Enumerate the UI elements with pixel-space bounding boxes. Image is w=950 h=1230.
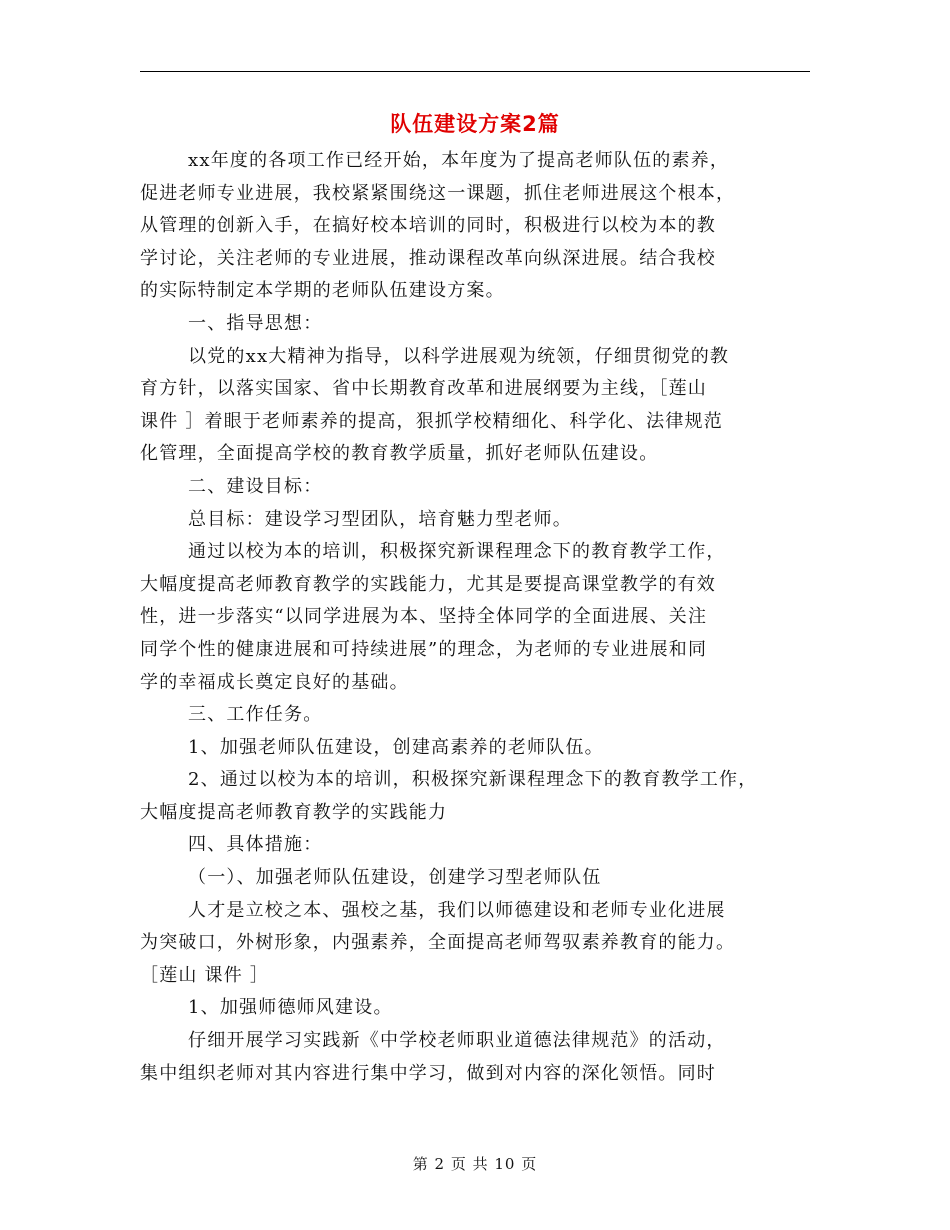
paragraph-line: 学的幸福成长奠定良好的基础。 xyxy=(140,671,409,693)
paragraph-line: 二、建设目标： xyxy=(188,475,323,497)
paragraph-line: 的实际特制定本学期的老师队伍建设方案。 xyxy=(140,280,505,302)
paragraph-line: 1、加强师德师风建设。 xyxy=(188,997,393,1019)
paragraph-line: 四、具体措施： xyxy=(188,834,323,856)
paragraph-line: 三、工作任务。 xyxy=(188,704,323,726)
paragraph-line: 从管理的创新入手，在搞好校本培训的同时，积极进行以校为本的教 xyxy=(140,215,716,237)
paragraph-line: xx年度的各项工作已经开始，本年度为了提高老师队伍的素养， xyxy=(188,150,730,171)
paragraph-line: 集中组织老师对其内容进行集中学习，做到对内容的深化领悟。同时 xyxy=(140,1062,716,1084)
paragraph-line: 以党的xx大精神为指导，以科学进展观为统领，仔细贯彻党的教 xyxy=(188,345,730,367)
document-body xyxy=(140,145,810,1090)
paragraph-line: （一）、加强老师队伍建设，创建学习型老师队伍 xyxy=(188,867,602,889)
paragraph-line: 性，进一步落实“以同学进展为本、坚持全体同学的全面进展、关注 xyxy=(140,606,708,628)
paragraph-line: 2、通过以校为本的培训，积极探究新课程理念下的教育教学工作， xyxy=(188,769,758,791)
document-title: 队伍建设方案2篇 xyxy=(390,112,560,136)
paragraph-line: ［莲山 课件 ］ xyxy=(140,964,270,986)
paragraph-line: 人才是立校之本、强校之基，我们以师德建设和老师专业化进展 xyxy=(188,899,726,921)
paragraph-line: 通过以校为本的培训，积极探究新课程理念下的教育教学工作， xyxy=(188,541,726,563)
paragraph-line: 总目标：建设学习型团队，培育魅力型老师。 xyxy=(188,508,572,530)
paragraph-line: 学讨论，关注老师的专业进展，推动课程改革向纵深进展。结合我校 xyxy=(140,247,716,269)
paragraph-line: 促进老师专业进展，我校紧紧围绕这一课题，抓住老师进展这个根本， xyxy=(140,182,736,204)
paragraph-line: 同学个性的健康进展和可持续进展”的理念，为老师的专业进展和同 xyxy=(140,638,708,660)
paragraph-line: 化管理，全面提高学校的教育教学质量，抓好老师队伍建设。 xyxy=(140,443,659,465)
paragraph-line: 为突破口，外树形象，内强素养，全面提高老师驾驭素养教育的能力。 xyxy=(140,932,736,954)
paragraph-line: 育方针，以落实国家、省中长期教育改革和进展纲要为主线，［莲山 xyxy=(140,378,707,400)
header-rule xyxy=(140,71,810,72)
paragraph-line: 1、加强老师队伍建设，创建高素养的老师队伍。 xyxy=(188,736,604,758)
paragraph-line: 仔细开展学习实践新《中学校老师职业道德法律规范》的活动， xyxy=(188,1030,726,1052)
paragraph-line: 大幅度提高老师教育教学的实践能力，尤其是要提高课堂教学的有效 xyxy=(140,573,716,595)
paragraph-line: 一、指导思想： xyxy=(188,312,323,334)
page-footer: 第 2 页 共 10 页 xyxy=(412,1155,538,1173)
paragraph-line: 课件 ］着眼于老师素养的提高，狠抓学校精细化、科学化、法律规范 xyxy=(140,410,723,432)
paragraph-line: 大幅度提高老师教育教学的实践能力 xyxy=(140,801,448,823)
